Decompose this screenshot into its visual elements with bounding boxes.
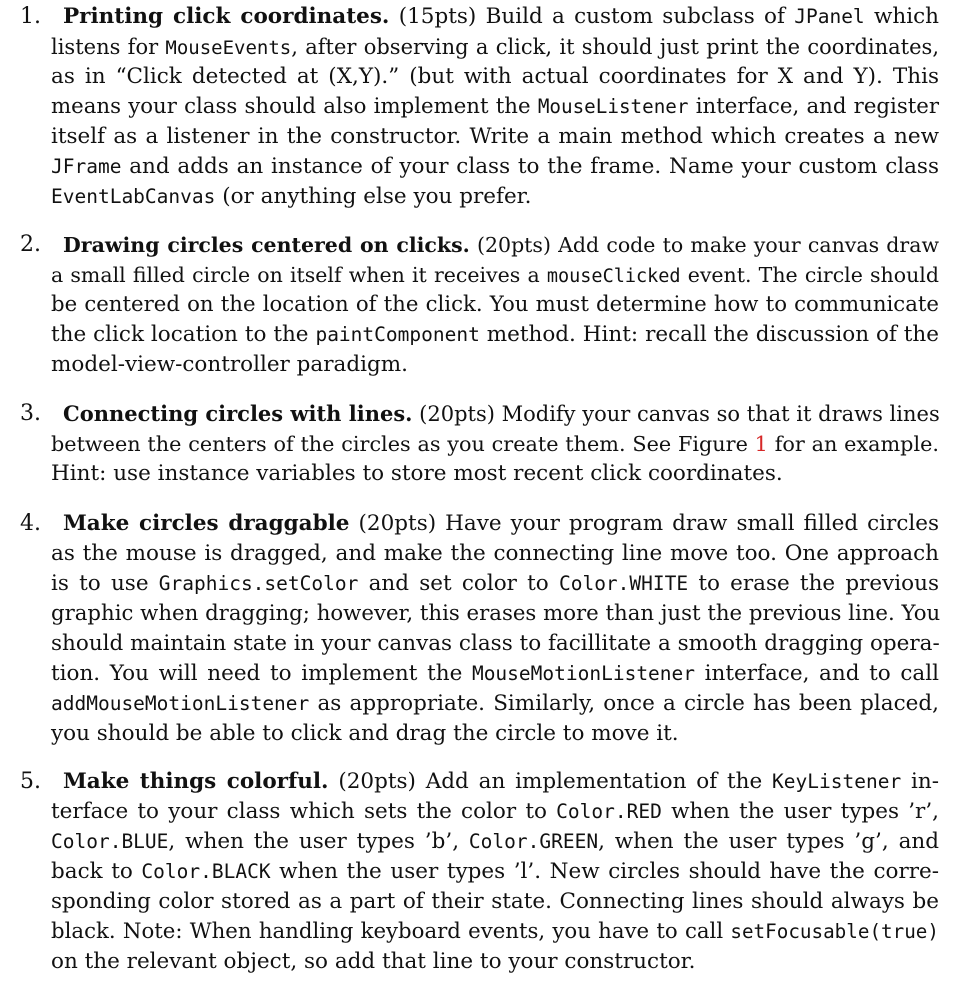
text-run: and set color to [358,571,559,596]
text-run: back to [51,859,142,884]
text-run: listens for [51,35,166,59]
text-line [63,509,939,539]
text-line [51,719,939,749]
text-line [51,659,939,689]
text-run: which [864,4,939,29]
text-line [51,429,939,459]
code-term: addMouseMotionListener [51,692,310,715]
item-heading: Drawing circles centered on clicks. [63,233,470,257]
text-line [51,689,939,719]
text-run: (20pts) Add code to make your canvas draw [469,233,939,257]
text-run: is to use [51,571,159,596]
figure-reference-link[interactable]: 1 [754,432,768,456]
text-run: as the mouse is dragged, and make the connecting line move too. One approach [51,541,939,566]
text-run: the click location to the [51,322,316,347]
code-term: Color.BLUE [51,830,169,853]
text-run: method. Hint: recall the discussion of the [479,322,939,347]
text-line [51,350,939,380]
text-run: sponding color stored as a part of their state. Connecting lines should always be [51,889,939,914]
text-run: event. The circle should [680,263,939,287]
text-line [51,32,939,62]
text-line [63,2,939,32]
text-line [51,459,939,489]
text-line [51,629,939,659]
text-run: , when the user types ’g’, and [598,829,939,854]
text-line [51,857,939,887]
code-term: Color.GREEN [468,830,599,853]
text-run: interface, and register [688,94,939,119]
text-run: as appropriate. Similarly, once a circle has been placed, [309,691,939,716]
code-term: JFrame [51,155,122,178]
text-run: be centered on the location of the click. You must determine how to communicate [51,292,939,317]
text-run: to erase the previous [688,571,939,596]
code-term: paintComponent [315,323,480,346]
text-run: when the user types ’r’, [661,799,939,824]
text-line [51,599,939,629]
text-run: terface to your class which sets the color to [51,799,557,824]
text-run: means your class should also implement the [51,94,538,119]
item-number: 5. [20,769,41,794]
text-run: should maintain state in your canvas class to facillitate a smooth dragging opera- [51,631,940,656]
text-run: , when the user types ’b’, [168,829,469,854]
text-line [51,887,939,917]
text-run: on the relevant object, so add that line to your constructor. [51,949,696,974]
text-run: model-view-controller paradigm. [51,352,408,377]
text-run: a small filled circle on itself when it receives a [51,263,547,287]
code-term: MouseListener [537,95,689,118]
text-run: you should be able to click and drag the circle to move it. [51,721,679,746]
text-run: between the centers of the circles as you create them. See Figure [51,432,755,456]
code-term: MouseMotionListener [471,662,696,685]
text-run: for an example. [767,432,939,456]
text-line [63,230,939,260]
item-number: 4. [20,511,41,536]
text-run: black. Note: When handling keyboard events, you have to call [51,919,731,944]
text-line [51,569,939,599]
text-line [51,152,939,182]
item-heading: Make things colorful. [63,769,329,794]
code-term: MouseEvents [165,37,292,59]
text-line [51,539,939,569]
text-run: interface, and to call [695,661,939,686]
text-line [51,182,939,212]
item-number: 3. [20,401,41,426]
code-term: mouseClicked [546,266,681,287]
text-line [51,122,939,152]
text-run: itself as a listener in the constructor. Write a main method which creates a new [51,124,939,149]
item-number: 2. [20,232,41,257]
code-term: JPanel [794,5,865,28]
text-run: (15pts) Build a custom subclass of [389,4,795,29]
text-line [51,947,939,977]
text-run: (20pts) Modify your canvas so that it draws lines [412,402,940,426]
text-line [51,290,939,320]
text-run: (20pts) Have your program draw small filled circles [349,511,939,536]
text-run: as in “Click detected at (X,Y).” (but with actual coordinates for X and Y). This [51,64,939,89]
code-term: EventLabCanvas [51,185,216,208]
text-line [51,92,939,122]
text-line [63,399,939,429]
text-run: , after observing a click, it should just print the coordinates, [291,35,940,59]
text-line [51,917,939,947]
item-number: 1. [20,4,41,29]
text-line [51,260,939,290]
text-run: (20pts) Add an implementation of the [328,769,773,794]
code-term: Color.BLACK [141,860,271,883]
item-heading: Make circles draggable [63,511,350,536]
item-heading: Connecting circles with lines. [63,401,413,426]
text-run: when the user types ’l’. New circles should have the corre- [270,859,940,884]
text-line [51,797,939,827]
code-term: Color.RED [556,800,662,823]
text-line [51,62,939,92]
code-term: Graphics.setColor [158,572,359,595]
text-run: graphic when dragging; however, this erases more than just the previous line. You [51,601,941,626]
text-run: (or anything else you prefer. [215,184,532,209]
text-run: and adds an instance of your class to the frame. Name your custom class [121,154,939,179]
text-run: in- [901,769,939,794]
text-line [51,320,939,350]
text-run: Hint: use instance variables to store most recent click coordinates. [51,461,783,486]
code-term: setFocusable(true) [730,920,939,943]
code-term: Color.WHITE [558,572,689,595]
item-heading: Printing click coordinates. [63,4,390,29]
code-term: KeyListener [772,770,902,793]
text-line [63,767,939,797]
text-line [51,827,939,857]
text-run: tion. You will need to implement the [51,661,472,686]
